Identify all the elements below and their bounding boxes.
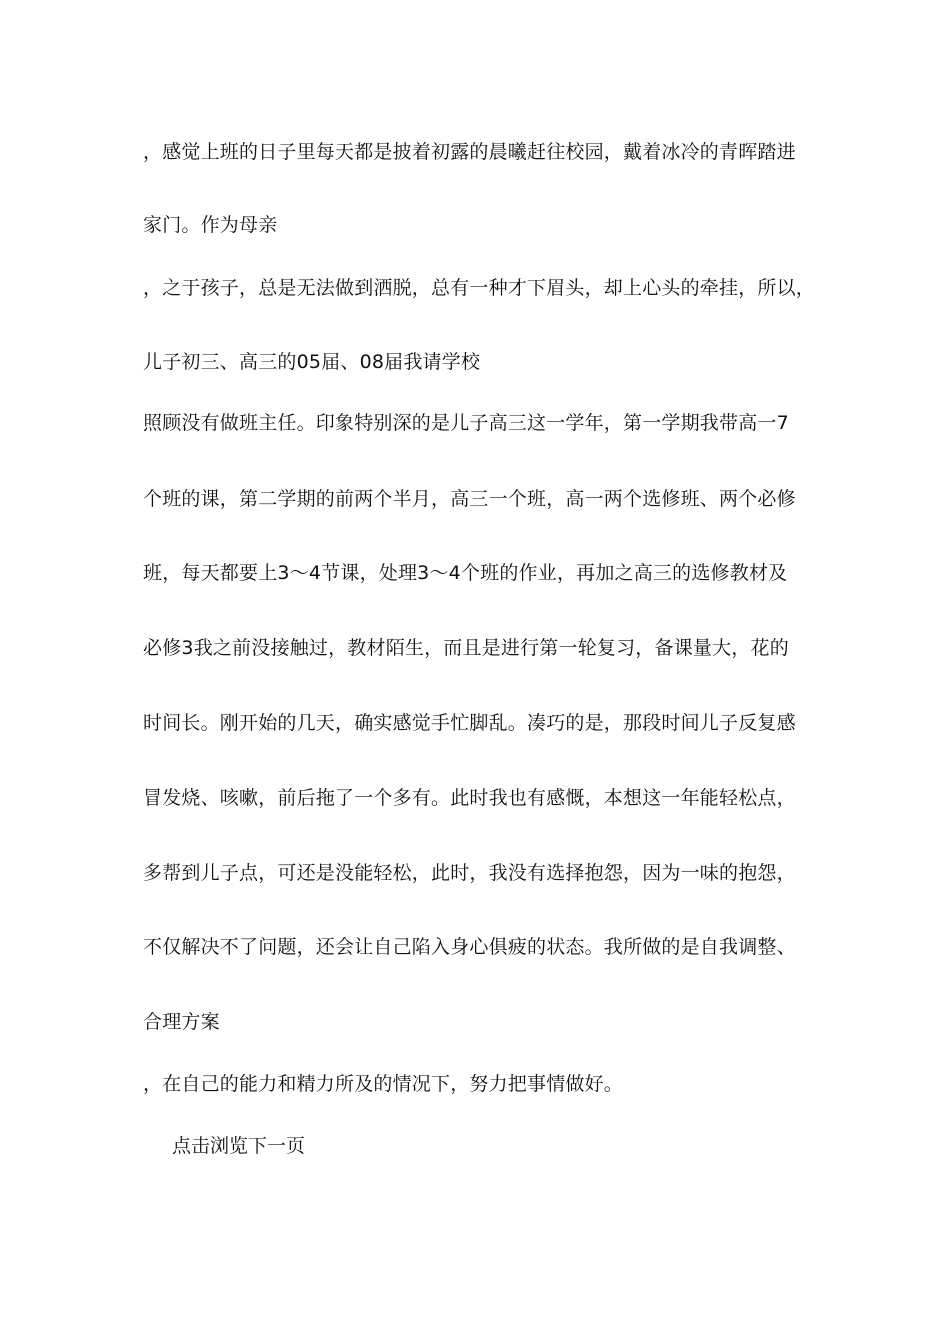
- text-line: 合理方案: [143, 1011, 220, 1033]
- text-line: 家门。作为母亲: [143, 214, 278, 236]
- text-line: 班，每天都要上3～4节课，处理3～4个班的作业，再加之高三的选修教材及: [143, 562, 788, 584]
- text-line: 冒发烧、咳嗽，前后拖了一个多有。此时我也有感慨，本想这一年能轻松点，: [143, 787, 796, 809]
- text-line: 必修3我之前没接触过，教材陌生，而且是进行第一轮复习，备课量大，花的: [143, 637, 789, 659]
- text-line: 多帮到儿子点，可还是没能轻松，此时，我没有选择抱怨，因为一味的抱怨，: [143, 862, 796, 884]
- text-line: ，感觉上班的日子里每天都是披着初露的晨曦赶往校园，戴着冰冷的青晖踏进: [143, 141, 796, 163]
- text-line: 个班的课，第二学期的前两个半月，高三一个班，高一两个选修班、两个必修: [143, 488, 796, 510]
- text-line: ，在自己的能力和精力所及的情况下，努力把事情做好。: [143, 1073, 624, 1095]
- text-line: 时间长。刚开始的几天，确实感觉手忙脚乱。凑巧的是，那段时间儿子反复感: [143, 712, 796, 734]
- text-line: 不仅解决不了问题，还会让自己陷入身心俱疲的状态。我所做的是自我调整、: [143, 936, 796, 958]
- next-page-link[interactable]: 点击浏览下一页: [172, 1135, 306, 1157]
- text-line: 照顾没有做班主任。印象特别深的是儿子高三这一学年，第一学期我带高一7: [143, 412, 789, 434]
- text-line: ，之于孩子，总是无法做到洒脱，总有一种才下眉头，却上心头的牵挂，所以，: [143, 277, 816, 299]
- text-line: 儿子初三、高三的05届、08届我请学校: [143, 351, 481, 373]
